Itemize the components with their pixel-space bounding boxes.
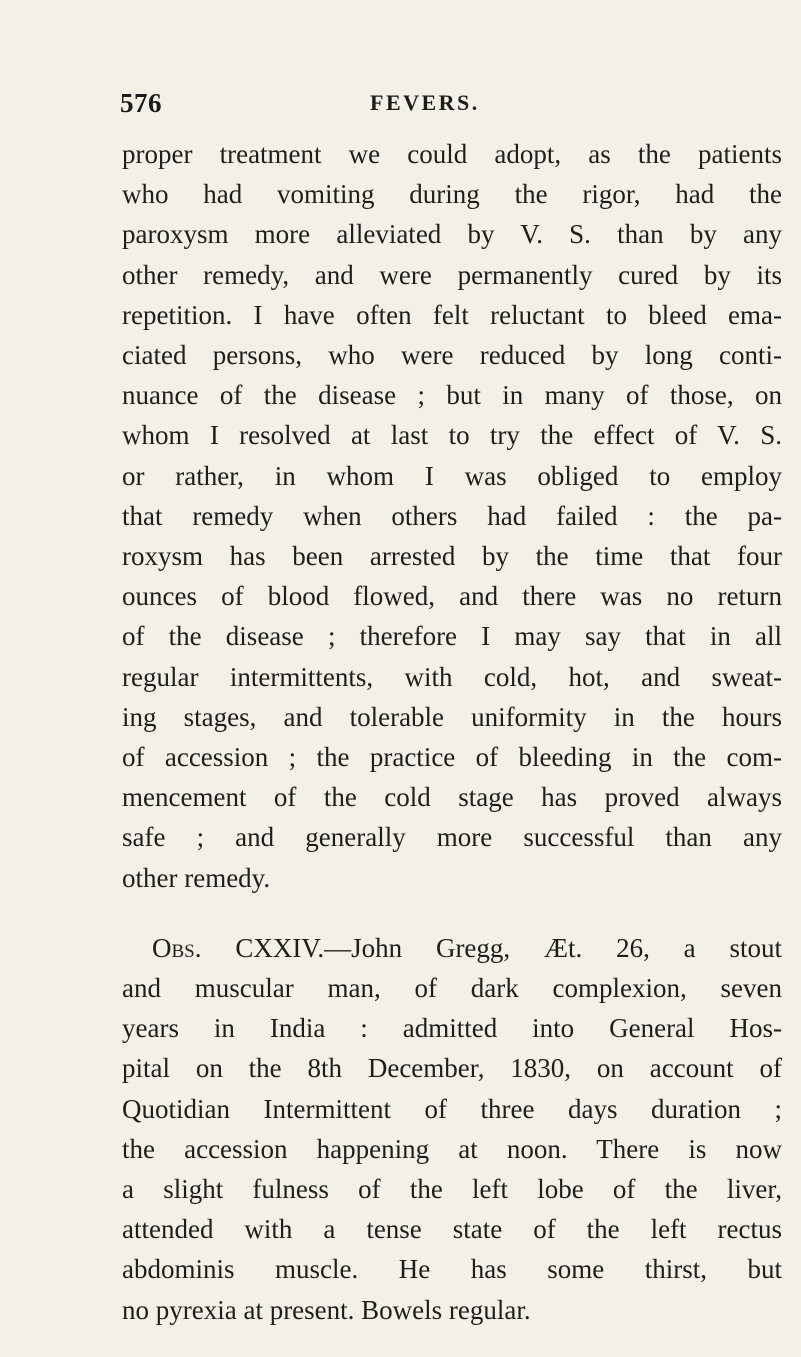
text-line: paroxysm more alleviated by V. S. than by any bbox=[122, 219, 782, 250]
text-line: a slight fulness of the left lobe of the liver, bbox=[122, 1174, 782, 1205]
text-line: that remedy when others had failed : the pa- bbox=[122, 500, 782, 531]
text-line: the accession happening at noon. There is now bbox=[122, 1133, 782, 1164]
text-line: other remedy. bbox=[122, 862, 271, 893]
page-number: 576 bbox=[120, 88, 162, 118]
text-line: whom I resolved at last to try the effect of V. S. bbox=[122, 420, 782, 451]
text-line: proper treatment we could adopt, as the patients bbox=[122, 139, 782, 169]
text-line: repetition. I have often felt reluctant to bleed ema- bbox=[122, 299, 782, 330]
text-line: regular intermittents, with cold, hot, and sweat- bbox=[122, 661, 782, 692]
text-line: mencement of the cold stage has proved always bbox=[122, 782, 782, 813]
text-line: nuance of the disease ; but in many of those, on bbox=[122, 380, 782, 411]
running-header bbox=[120, 88, 780, 122]
text-line: other remedy, and were permanently cured by its bbox=[122, 259, 782, 290]
text-line: who had vomiting during the rigor, had the bbox=[122, 179, 782, 210]
observation-heading: CXXIV.—John Gregg, Æt. 26, a stout bbox=[201, 932, 782, 963]
text-line: safe ; and generally more successful than any bbox=[122, 822, 782, 853]
text-line: attended with a tense state of the left rectus bbox=[122, 1214, 782, 1245]
text-line: abdominis muscle. He has some thirst, but bbox=[122, 1254, 782, 1285]
text-line: Quotidian Intermittent of three days duration ; bbox=[122, 1093, 782, 1124]
body-text bbox=[122, 134, 782, 1330]
running-title: FEVERS. bbox=[370, 90, 480, 115]
text-line: ing stages, and tolerable uniformity in the hours bbox=[122, 701, 782, 732]
paragraph-gap bbox=[122, 898, 782, 928]
text-line: or rather, in whom I was obliged to employ bbox=[122, 460, 782, 491]
text-line: of the disease ; therefore I may say that in all bbox=[122, 621, 782, 652]
observation-first-line bbox=[122, 928, 782, 968]
text-line: ciated persons, who were reduced by long conti- bbox=[122, 340, 782, 371]
paragraph-treatment bbox=[122, 134, 782, 898]
text-line: ounces of blood flowed, and there was no return bbox=[122, 581, 782, 612]
text-line: and muscular man, of dark complexion, seven bbox=[122, 973, 782, 1004]
text-line: no pyrexia at present. Bowels regular. bbox=[122, 1294, 531, 1325]
obs-label: Obs. bbox=[152, 932, 202, 963]
text-line: of accession ; the practice of bleeding in the com- bbox=[122, 742, 782, 773]
text-line: roxysm has been arrested by the time that four bbox=[122, 541, 782, 572]
text-line: years in India : admitted into General Hos- bbox=[122, 1013, 782, 1044]
paragraph-observation bbox=[122, 928, 782, 1330]
text-line: pital on the 8th December, 1830, on account of bbox=[122, 1053, 782, 1084]
